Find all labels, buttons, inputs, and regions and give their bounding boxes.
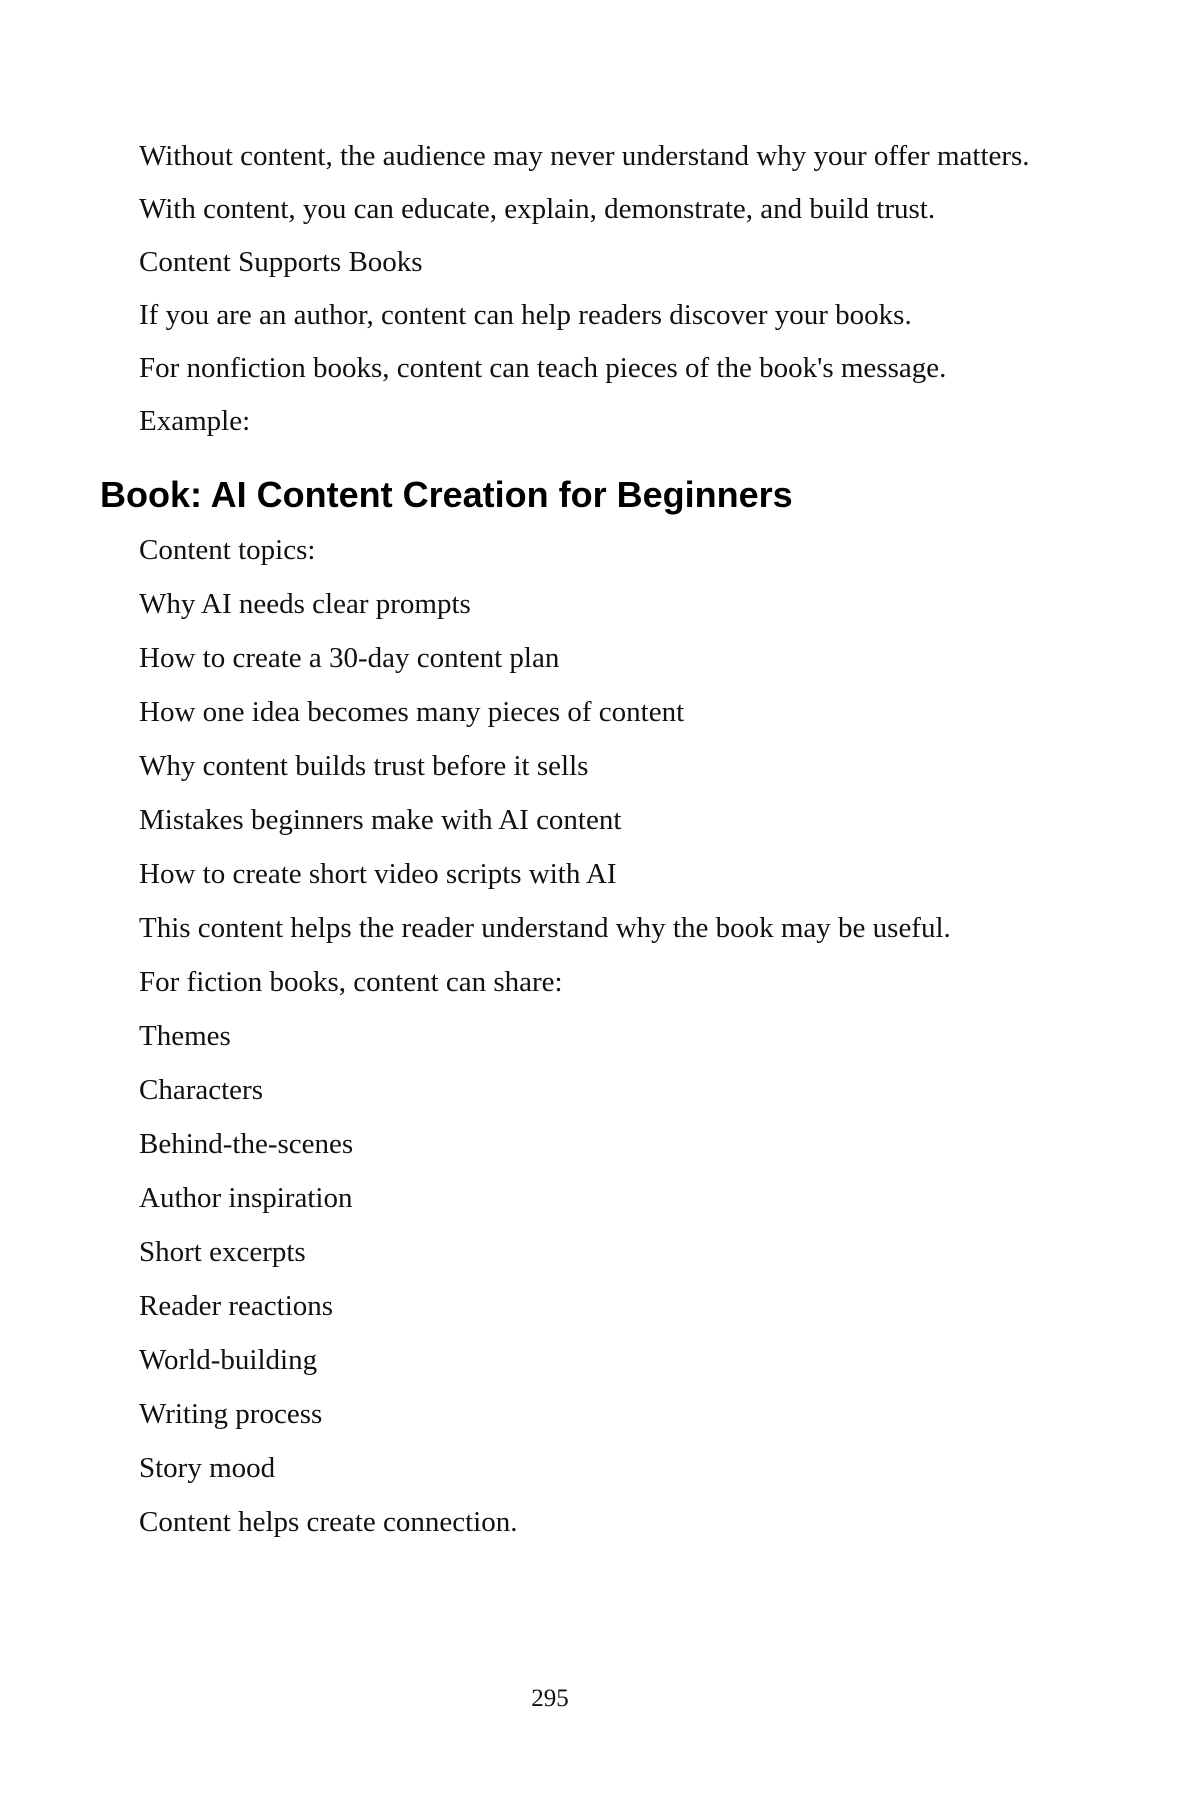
list-item: Story mood (139, 1452, 276, 1484)
list-item: For fiction books, content can share: (139, 966, 563, 998)
list-item: Short excerpts (139, 1236, 306, 1268)
list-item: World-building (139, 1344, 318, 1376)
list-item: How to create short video scripts with AI (139, 858, 617, 890)
list-item: Mistakes beginners make with AI content (139, 804, 622, 836)
list-item: Why AI needs clear prompts (139, 588, 471, 620)
page-number: 295 (531, 1685, 569, 1712)
list-item: This content helps the reader understand why the book may be useful. (139, 912, 951, 944)
list-item: Characters (139, 1074, 263, 1106)
list-item: Reader reactions (139, 1290, 334, 1322)
list-item: Content topics: (139, 534, 316, 566)
list-item: Behind-the-scenes (139, 1128, 354, 1160)
paragraph: For nonfiction books, content can teach pieces of the book's message. (139, 352, 947, 384)
list-item: Writing process (139, 1398, 323, 1430)
paragraph: If you are an author, content can help readers discover your books. (139, 299, 912, 331)
list-item: Author inspiration (139, 1182, 353, 1214)
list-item: Why content builds trust before it sells (139, 750, 589, 782)
book-heading: Book: AI Content Creation for Beginners (100, 474, 793, 515)
section-label: Content Supports Books (139, 246, 423, 278)
list-item: How to create a 30-day content plan (139, 642, 560, 674)
page-body (100, 135, 1047, 1555)
example-label: Example: (139, 405, 251, 437)
paragraph: With content, you can educate, explain, demonstrate, and build trust. (139, 193, 936, 225)
list-item: Themes (139, 1020, 231, 1052)
paragraph: Without content, the audience may never understand why your offer matters. (139, 140, 1030, 172)
list-item: Content helps create connection. (139, 1506, 518, 1538)
list-item: How one idea becomes many pieces of content (139, 696, 685, 728)
